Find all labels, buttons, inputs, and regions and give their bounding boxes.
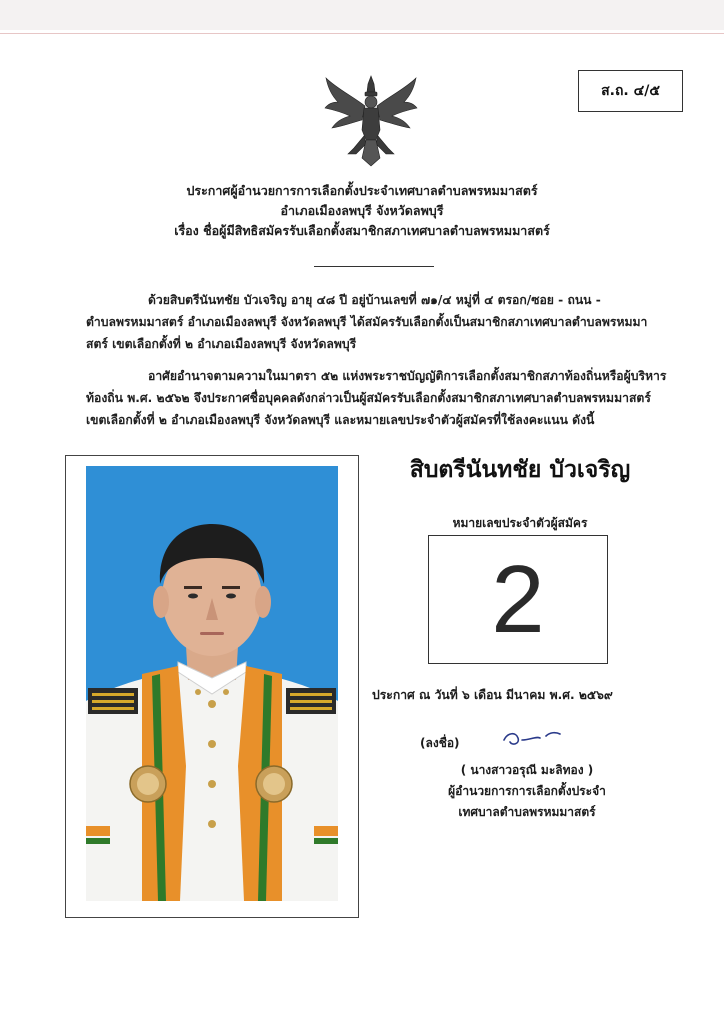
header-line-1: ประกาศผู้อำนวยการการเลือกตั้งประจำเทศบาลตำบลพรหมมาสตร์ bbox=[186, 183, 538, 198]
announcement-date: ประกาศ ณ วันที่ ๖ เดือน มีนาคม พ.ศ. ๒๕๖๙ bbox=[372, 688, 613, 702]
header-subject: เรื่อง ชื่อผู้มีสิทธิสมัครรับเลือกตั้งสมาชิกสภาเทศบาลตำบลพรหมมาสตร์ bbox=[174, 223, 550, 238]
announcement-header bbox=[0, 181, 724, 241]
handwritten-signature bbox=[500, 726, 570, 750]
paragraph-2-line: เขตเลือกตั้งที่ ๒ อำเภอเมืองลพบุรี จังหวัดลพบุรี และหมายเลขประจำตัวผู้สมัครที่ใช้ลงคะแนน ดังนี้ bbox=[86, 413, 595, 427]
signed-label: (ลงชื่อ) bbox=[420, 736, 460, 750]
form-code-box bbox=[578, 70, 683, 112]
scan-top-line bbox=[0, 33, 724, 34]
candidate-number-box bbox=[428, 535, 608, 664]
paragraph-2-line: ท้องถิ่น พ.ศ. ๒๕๖๒ จึงประกาศชื่อบุคคลดังกล่าวเป็นผู้สมัครรับเลือกตั้งสมาชิกสภาเทศบาลตำบลพรหมมาสตร์ bbox=[86, 391, 651, 405]
paragraph-2-line: อาศัยอำนาจตามความในมาตรา ๕๒ แห่งพระราชบัญญัติการเลือกตั้งสมาชิกสภาท้องถิ่นหรือผู้บริหาร bbox=[148, 369, 667, 383]
paragraph-1-line: สตร์ เขตเลือกตั้งที่ ๒ อำเภอเมืองลพบุรี จังหวัดลพบุรี bbox=[86, 337, 357, 351]
scan-top-band bbox=[0, 0, 724, 30]
signatory-title-2: เทศบาลตำบลพรหมมาสตร์ bbox=[458, 805, 596, 819]
candidate-name: สิบตรีนันทชัย บัวเจริญ bbox=[409, 457, 631, 483]
garuda-emblem-icon bbox=[322, 74, 420, 170]
paragraph-1-line: ด้วยสิบตรีนันทชัย บัวเจริญ อายุ ๔๘ ปี อยู่บ้านเลขที่ ๗๑/๔ หมู่ที่ ๔ ตรอก/ซอย - ถนน - bbox=[148, 293, 601, 307]
paragraph-2 bbox=[86, 365, 682, 431]
signatory-title-1: ผู้อำนวยการการเลือกตั้งประจำ bbox=[448, 784, 606, 798]
paragraph-1-line: ตำบลพรหมมาสตร์ อำเภอเมืองลพบุรี จังหวัดลพบุรี ได้สมัครรับเลือกตั้งเป็นสมาชิกสภาเทศบาลตำบลพรหมมา bbox=[86, 315, 648, 329]
header-divider bbox=[314, 266, 434, 267]
signatory-block bbox=[442, 760, 612, 823]
header-line-2: อำเภอเมืองลพบุรี จังหวัดลพบุรี bbox=[280, 203, 444, 218]
signatory-name: ( นางสาวอรุณี มะลิทอง ) bbox=[460, 763, 594, 777]
form-code-text: ส.ถ. ๔/๕ bbox=[601, 83, 660, 99]
candidate-number-label: หมายเลขประจำตัวผู้สมัคร bbox=[452, 516, 588, 530]
candidate-number: 2 bbox=[491, 545, 545, 653]
candidate-photo-frame bbox=[65, 455, 359, 918]
candidate-photo bbox=[86, 466, 338, 901]
paragraph-1 bbox=[86, 289, 682, 355]
